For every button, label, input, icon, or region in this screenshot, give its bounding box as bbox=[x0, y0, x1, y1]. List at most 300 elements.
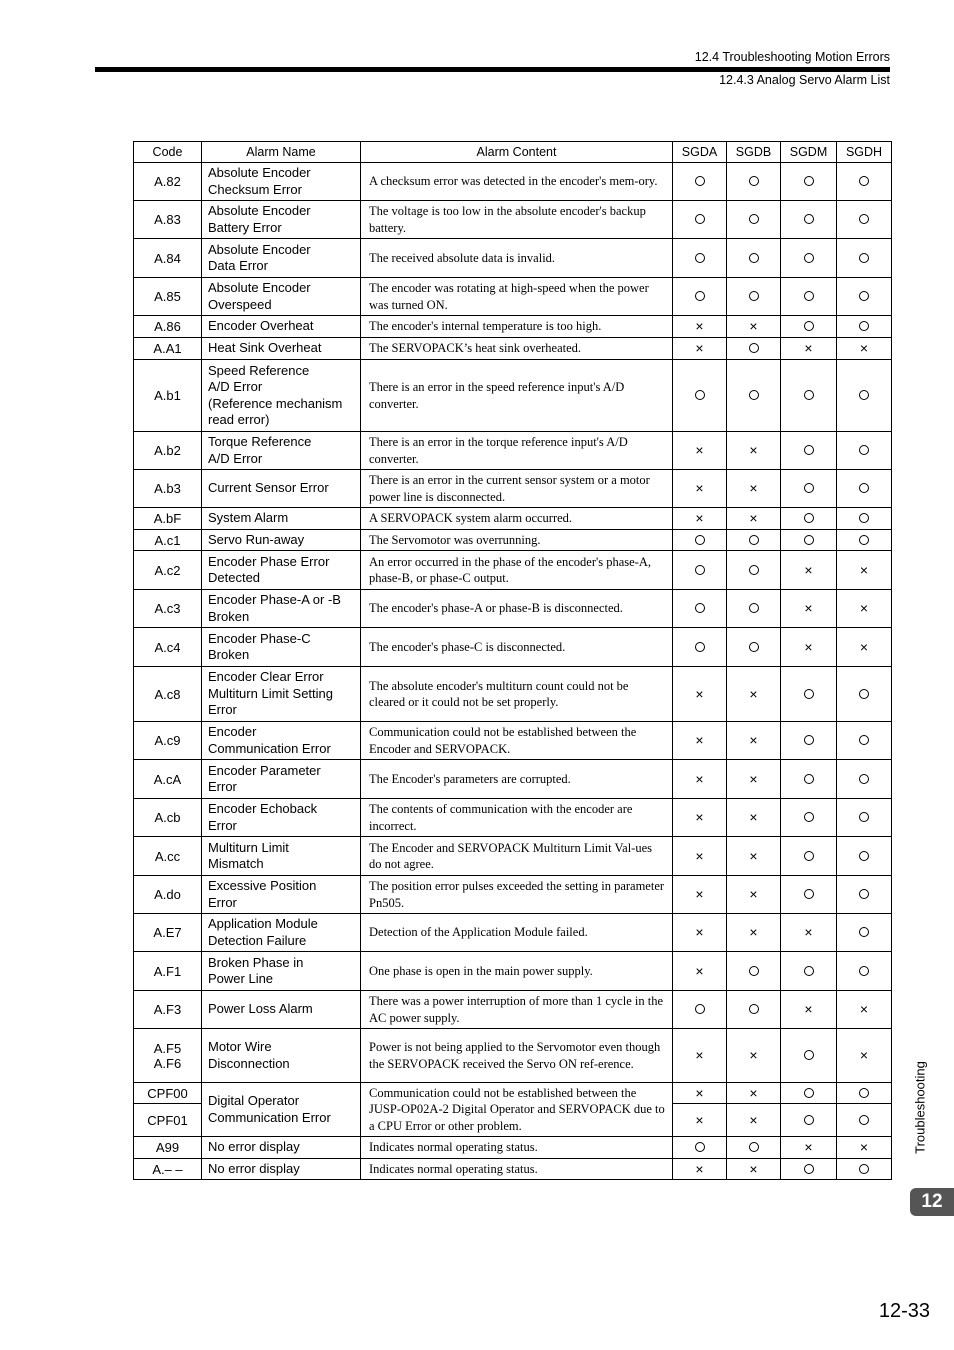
not-supported-cross-icon: × bbox=[859, 1047, 869, 1063]
not-supported-cross-icon: × bbox=[695, 1160, 704, 1177]
support-mark bbox=[837, 201, 892, 239]
table-row bbox=[134, 163, 892, 201]
support-mark bbox=[673, 1083, 727, 1104]
not-supported-cross-icon: × bbox=[695, 886, 704, 902]
support-mark bbox=[727, 628, 781, 667]
support-mark bbox=[781, 1104, 837, 1137]
support-mark bbox=[727, 667, 781, 722]
supported-circle-icon bbox=[859, 390, 869, 400]
support-mark bbox=[727, 914, 781, 952]
alarm-name: Absolute Encoder Overspeed bbox=[202, 278, 361, 316]
not-supported-cross-icon: × bbox=[859, 638, 869, 655]
alarm-name: Encoder Overheat bbox=[202, 316, 361, 338]
supported-circle-icon bbox=[695, 1142, 705, 1152]
subsection-header: 12.4.3 Analog Servo Alarm List bbox=[719, 73, 890, 87]
support-mark bbox=[837, 278, 892, 316]
support-mark bbox=[673, 338, 727, 360]
alarm-content: Indicates normal operating status. bbox=[361, 1159, 673, 1180]
support-mark bbox=[837, 760, 892, 799]
supported-circle-icon bbox=[859, 966, 869, 976]
supported-circle-icon bbox=[804, 1088, 814, 1098]
not-supported-cross-icon: × bbox=[695, 1047, 704, 1063]
table-row bbox=[134, 760, 892, 799]
alarm-content: The received absolute data is invalid. bbox=[361, 239, 673, 278]
supported-circle-icon bbox=[749, 966, 759, 976]
supported-circle-icon bbox=[859, 812, 869, 822]
not-supported-cross-icon: × bbox=[804, 340, 813, 356]
column-header: Alarm Name bbox=[202, 142, 361, 163]
supported-circle-icon bbox=[695, 603, 705, 613]
support-mark bbox=[673, 530, 727, 551]
support-mark bbox=[781, 1029, 837, 1083]
supported-circle-icon bbox=[859, 774, 869, 784]
alarm-content: One phase is open in the main power supply. bbox=[361, 952, 673, 991]
supported-circle-icon bbox=[804, 445, 814, 455]
alarm-content: The encoder's phase-A or phase-B is disconnected. bbox=[361, 590, 673, 628]
supported-circle-icon bbox=[749, 343, 759, 353]
alarm-content: The encoder's internal temperature is too high. bbox=[361, 316, 673, 338]
supported-circle-icon bbox=[804, 291, 814, 301]
support-mark bbox=[837, 1137, 892, 1159]
alarm-content: An error occurred in the phase of the encoder's phase-A, phase-B, or phase-C output. bbox=[361, 551, 673, 590]
alarm-code: A.b2 bbox=[134, 432, 202, 470]
not-supported-cross-icon: × bbox=[749, 510, 758, 526]
supported-circle-icon bbox=[859, 1088, 869, 1098]
support-mark bbox=[837, 722, 892, 760]
alarm-name: System Alarm bbox=[202, 508, 361, 530]
supported-circle-icon bbox=[804, 1164, 814, 1174]
support-mark bbox=[781, 551, 837, 590]
not-supported-cross-icon: × bbox=[695, 442, 704, 458]
support-mark bbox=[673, 837, 727, 876]
alarm-content: Indicates normal operating status. bbox=[361, 1137, 673, 1159]
support-mark bbox=[673, 163, 727, 201]
support-mark bbox=[781, 201, 837, 239]
not-supported-cross-icon: × bbox=[749, 809, 758, 825]
support-mark bbox=[837, 316, 892, 338]
alarm-code: A.86 bbox=[134, 316, 202, 338]
supported-circle-icon bbox=[859, 851, 869, 861]
alarm-name: Encoder Phase Error Detected bbox=[202, 551, 361, 590]
column-header: SGDA bbox=[673, 142, 727, 163]
support-mark bbox=[781, 876, 837, 914]
alarm-table bbox=[133, 141, 892, 1180]
support-mark bbox=[837, 432, 892, 470]
not-supported-cross-icon: × bbox=[749, 886, 758, 902]
table-row bbox=[134, 590, 892, 628]
alarm-code: CPF00 bbox=[134, 1083, 202, 1104]
table-row bbox=[134, 876, 892, 914]
alarm-code: A.E7 bbox=[134, 914, 202, 952]
support-mark bbox=[673, 876, 727, 914]
support-mark bbox=[727, 1029, 781, 1083]
support-mark bbox=[727, 239, 781, 278]
support-mark bbox=[837, 470, 892, 508]
support-mark bbox=[837, 360, 892, 432]
support-mark bbox=[673, 952, 727, 991]
support-mark bbox=[837, 799, 892, 837]
not-supported-cross-icon: × bbox=[695, 924, 704, 940]
section-header: 12.4 Troubleshooting Motion Errors bbox=[694, 50, 890, 64]
supported-circle-icon bbox=[804, 214, 814, 224]
support-mark bbox=[781, 590, 837, 628]
alarm-name: Encoder Clear Error Multiturn Limit Setting Error bbox=[202, 667, 361, 722]
support-mark bbox=[837, 239, 892, 278]
support-mark bbox=[781, 508, 837, 530]
support-mark bbox=[781, 628, 837, 667]
support-mark bbox=[781, 470, 837, 508]
alarm-code: A.cA bbox=[134, 760, 202, 799]
support-mark bbox=[727, 1083, 781, 1104]
support-mark bbox=[781, 338, 837, 360]
not-supported-cross-icon: × bbox=[749, 685, 758, 702]
support-mark bbox=[781, 914, 837, 952]
table-row bbox=[134, 239, 892, 278]
alarm-name: Multiturn Limit Mismatch bbox=[202, 837, 361, 876]
supported-circle-icon bbox=[695, 214, 705, 224]
alarm-code: A.do bbox=[134, 876, 202, 914]
support-mark bbox=[837, 1083, 892, 1104]
alarm-name: Power Loss Alarm bbox=[202, 991, 361, 1029]
alarm-content: The contents of communication with the encoder are incorrect. bbox=[361, 799, 673, 837]
support-mark bbox=[673, 667, 727, 722]
support-mark bbox=[727, 760, 781, 799]
support-mark bbox=[781, 316, 837, 338]
not-supported-cross-icon: × bbox=[749, 1084, 758, 1101]
supported-circle-icon bbox=[859, 1164, 869, 1174]
supported-circle-icon bbox=[804, 390, 814, 400]
supported-circle-icon bbox=[804, 966, 814, 976]
alarm-name: Broken Phase in Power Line bbox=[202, 952, 361, 991]
supported-circle-icon bbox=[695, 535, 705, 545]
support-mark bbox=[673, 1104, 727, 1137]
header-rule bbox=[95, 67, 890, 72]
alarm-name: Encoder Echoback Error bbox=[202, 799, 361, 837]
page-number: 12-33 bbox=[878, 1300, 930, 1322]
not-supported-cross-icon: × bbox=[695, 1111, 704, 1128]
alarm-name: Motor Wire Disconnection bbox=[202, 1029, 361, 1083]
support-mark bbox=[837, 1104, 892, 1137]
table-row bbox=[134, 722, 892, 760]
supported-circle-icon bbox=[859, 889, 869, 899]
not-supported-cross-icon: × bbox=[695, 318, 704, 334]
table-row bbox=[134, 799, 892, 837]
supported-circle-icon bbox=[804, 535, 814, 545]
supported-circle-icon bbox=[859, 253, 869, 263]
supported-circle-icon bbox=[804, 774, 814, 784]
supported-circle-icon bbox=[859, 483, 869, 493]
support-mark bbox=[727, 316, 781, 338]
support-mark bbox=[673, 628, 727, 667]
alarm-content: The absolute encoder's multiturn count could not be cleared or it could not be set properly. bbox=[361, 667, 673, 722]
support-mark bbox=[727, 837, 781, 876]
not-supported-cross-icon: × bbox=[695, 770, 704, 787]
table-row bbox=[134, 530, 892, 551]
alarm-name: No error display bbox=[202, 1137, 361, 1159]
supported-circle-icon bbox=[859, 321, 869, 331]
support-mark bbox=[727, 722, 781, 760]
alarm-name: No error display bbox=[202, 1159, 361, 1180]
supported-circle-icon bbox=[749, 603, 759, 613]
table-row bbox=[134, 991, 892, 1029]
alarm-content: The encoder was rotating at high-speed when the power was turned ON. bbox=[361, 278, 673, 316]
not-supported-cross-icon: × bbox=[695, 847, 704, 864]
support-mark bbox=[727, 952, 781, 991]
supported-circle-icon bbox=[859, 689, 869, 699]
support-mark bbox=[781, 667, 837, 722]
alarm-content: A SERVOPACK system alarm occurred. bbox=[361, 508, 673, 530]
support-mark bbox=[837, 1159, 892, 1180]
not-supported-cross-icon: × bbox=[859, 1001, 869, 1017]
supported-circle-icon bbox=[749, 176, 759, 186]
supported-circle-icon bbox=[859, 927, 869, 937]
supported-circle-icon bbox=[749, 565, 759, 575]
alarm-code: A.F3 bbox=[134, 991, 202, 1029]
alarm-content: There was a power interruption of more than 1 cycle in the AC power supply. bbox=[361, 991, 673, 1029]
alarm-code: A.c4 bbox=[134, 628, 202, 667]
supported-circle-icon bbox=[695, 176, 705, 186]
not-supported-cross-icon: × bbox=[749, 732, 758, 748]
not-supported-cross-icon: × bbox=[859, 340, 869, 356]
support-mark bbox=[781, 1137, 837, 1159]
alarm-code: A.82 bbox=[134, 163, 202, 201]
support-mark bbox=[837, 338, 892, 360]
supported-circle-icon bbox=[695, 642, 705, 652]
support-mark bbox=[673, 551, 727, 590]
not-supported-cross-icon: × bbox=[749, 318, 758, 334]
support-mark bbox=[781, 952, 837, 991]
support-mark bbox=[673, 991, 727, 1029]
support-mark bbox=[673, 470, 727, 508]
alarm-content: There is an error in the torque reference input's A/D converter. bbox=[361, 432, 673, 470]
support-mark bbox=[673, 201, 727, 239]
support-mark bbox=[781, 1083, 837, 1104]
alarm-code: A.– – bbox=[134, 1159, 202, 1180]
table-row bbox=[134, 316, 892, 338]
support-mark bbox=[837, 667, 892, 722]
alarm-code: A.A1 bbox=[134, 338, 202, 360]
supported-circle-icon bbox=[804, 851, 814, 861]
not-supported-cross-icon: × bbox=[695, 480, 704, 496]
alarm-name: Speed Reference A/D Error (Reference mechanism read error) bbox=[202, 360, 361, 432]
support-mark bbox=[727, 338, 781, 360]
support-mark bbox=[727, 551, 781, 590]
supported-circle-icon bbox=[749, 291, 759, 301]
support-mark bbox=[727, 432, 781, 470]
supported-circle-icon bbox=[859, 535, 869, 545]
alarm-code: A.cb bbox=[134, 799, 202, 837]
not-supported-cross-icon: × bbox=[695, 732, 704, 748]
not-supported-cross-icon: × bbox=[695, 340, 704, 356]
alarm-content: The voltage is too low in the absolute encoder's backup battery. bbox=[361, 201, 673, 239]
not-supported-cross-icon: × bbox=[804, 561, 813, 578]
support-mark bbox=[727, 470, 781, 508]
supported-circle-icon bbox=[695, 1004, 705, 1014]
supported-circle-icon bbox=[804, 735, 814, 745]
not-supported-cross-icon: × bbox=[749, 1111, 758, 1128]
supported-circle-icon bbox=[804, 321, 814, 331]
support-mark bbox=[673, 278, 727, 316]
alarm-name: Encoder Communication Error bbox=[202, 722, 361, 760]
not-supported-cross-icon: × bbox=[859, 1139, 869, 1155]
alarm-content: The encoder's phase-C is disconnected. bbox=[361, 628, 673, 667]
alarm-code: A.b1 bbox=[134, 360, 202, 432]
column-header: Code bbox=[134, 142, 202, 163]
table-header-row bbox=[134, 142, 892, 163]
column-header: SGDH bbox=[837, 142, 892, 163]
supported-circle-icon bbox=[749, 390, 759, 400]
alarm-name: Application Module Detection Failure bbox=[202, 914, 361, 952]
support-mark bbox=[727, 991, 781, 1029]
supported-circle-icon bbox=[804, 689, 814, 699]
support-mark bbox=[673, 432, 727, 470]
alarm-code: A.c1 bbox=[134, 530, 202, 551]
alarm-content: The Encoder's parameters are corrupted. bbox=[361, 760, 673, 799]
supported-circle-icon bbox=[804, 253, 814, 263]
alarm-name: Absolute Encoder Battery Error bbox=[202, 201, 361, 239]
alarm-content: Communication could not be established between the JUSP-OP02A-2 Digital Operator and SERVOPACK due to a CPU Error or other problem. bbox=[361, 1083, 673, 1137]
support-mark bbox=[673, 316, 727, 338]
table-row bbox=[134, 360, 892, 432]
alarm-name: Encoder Parameter Error bbox=[202, 760, 361, 799]
support-mark bbox=[837, 628, 892, 667]
table-row bbox=[134, 432, 892, 470]
side-label-text: Troubleshooting bbox=[912, 1061, 928, 1154]
support-mark bbox=[837, 837, 892, 876]
support-mark bbox=[727, 799, 781, 837]
alarm-content: There is an error in the speed reference input's A/D converter. bbox=[361, 360, 673, 432]
supported-circle-icon bbox=[859, 513, 869, 523]
alarm-code: A.c2 bbox=[134, 551, 202, 590]
support-mark bbox=[837, 508, 892, 530]
alarm-code: A.c9 bbox=[134, 722, 202, 760]
alarm-name: Heat Sink Overheat bbox=[202, 338, 361, 360]
support-mark bbox=[727, 1104, 781, 1137]
supported-circle-icon bbox=[859, 445, 869, 455]
table-row bbox=[134, 1029, 892, 1083]
not-supported-cross-icon: × bbox=[804, 924, 813, 940]
supported-circle-icon bbox=[859, 735, 869, 745]
support-mark bbox=[727, 876, 781, 914]
support-mark bbox=[781, 530, 837, 551]
alarm-name: Servo Run-away bbox=[202, 530, 361, 551]
alarm-name: Excessive Position Error bbox=[202, 876, 361, 914]
support-mark bbox=[781, 1159, 837, 1180]
alarm-code: A.F1 bbox=[134, 952, 202, 991]
support-mark bbox=[837, 530, 892, 551]
not-supported-cross-icon: × bbox=[804, 600, 813, 616]
alarm-name: Digital Operator Communication Error bbox=[202, 1083, 361, 1137]
support-mark bbox=[727, 1159, 781, 1180]
alarm-code: A.c8 bbox=[134, 667, 202, 722]
alarm-content: There is an error in the current sensor system or a motor power line is disconnected. bbox=[361, 470, 673, 508]
alarm-content: The Encoder and SERVOPACK Multiturn Limit Val-ues do not agree. bbox=[361, 837, 673, 876]
not-supported-cross-icon: × bbox=[804, 638, 813, 655]
alarm-content: A checksum error was detected in the encoder's mem-ory. bbox=[361, 163, 673, 201]
side-label bbox=[905, 1060, 935, 1170]
supported-circle-icon bbox=[695, 253, 705, 263]
column-header: SGDB bbox=[727, 142, 781, 163]
support-mark bbox=[781, 799, 837, 837]
table-body bbox=[134, 163, 892, 1180]
not-supported-cross-icon: × bbox=[695, 962, 704, 979]
support-mark bbox=[727, 278, 781, 316]
supported-circle-icon bbox=[695, 291, 705, 301]
not-supported-cross-icon: × bbox=[749, 847, 758, 864]
support-mark bbox=[781, 760, 837, 799]
not-supported-cross-icon: × bbox=[804, 1001, 813, 1017]
support-mark bbox=[781, 432, 837, 470]
support-mark bbox=[727, 360, 781, 432]
support-mark bbox=[837, 991, 892, 1029]
supported-circle-icon bbox=[695, 565, 705, 575]
support-mark bbox=[781, 163, 837, 201]
table-row bbox=[134, 1083, 892, 1104]
supported-circle-icon bbox=[749, 253, 759, 263]
column-header: Alarm Content bbox=[361, 142, 673, 163]
support-mark bbox=[727, 590, 781, 628]
not-supported-cross-icon: × bbox=[695, 809, 704, 825]
not-supported-cross-icon: × bbox=[749, 480, 758, 496]
supported-circle-icon bbox=[859, 214, 869, 224]
support-mark bbox=[673, 914, 727, 952]
supported-circle-icon bbox=[749, 535, 759, 545]
not-supported-cross-icon: × bbox=[804, 1139, 813, 1155]
alarm-name: Absolute Encoder Data Error bbox=[202, 239, 361, 278]
table-row bbox=[134, 551, 892, 590]
alarm-code: A.b3 bbox=[134, 470, 202, 508]
alarm-name: Encoder Phase-C Broken bbox=[202, 628, 361, 667]
supported-circle-icon bbox=[695, 390, 705, 400]
supported-circle-icon bbox=[804, 889, 814, 899]
support-mark bbox=[837, 163, 892, 201]
table-row bbox=[134, 1159, 892, 1180]
alarm-code: A.cc bbox=[134, 837, 202, 876]
not-supported-cross-icon: × bbox=[695, 1084, 704, 1101]
support-mark bbox=[837, 551, 892, 590]
alarm-name: Torque Reference A/D Error bbox=[202, 432, 361, 470]
supported-circle-icon bbox=[749, 1004, 759, 1014]
support-mark bbox=[673, 239, 727, 278]
alarm-code: A.c3 bbox=[134, 590, 202, 628]
alarm-content: Communication could not be established between the Encoder and SERVOPACK. bbox=[361, 722, 673, 760]
support-mark bbox=[673, 722, 727, 760]
support-mark bbox=[781, 360, 837, 432]
alarm-code: A.83 bbox=[134, 201, 202, 239]
table-row bbox=[134, 278, 892, 316]
table-row bbox=[134, 1137, 892, 1159]
support-mark bbox=[673, 799, 727, 837]
table-row bbox=[134, 628, 892, 667]
alarm-name: Encoder Phase-A or -B Broken bbox=[202, 590, 361, 628]
alarm-content: The position error pulses exceeded the setting in parameter Pn505. bbox=[361, 876, 673, 914]
support-mark bbox=[781, 991, 837, 1029]
support-mark bbox=[781, 837, 837, 876]
supported-circle-icon bbox=[749, 1142, 759, 1152]
table-row bbox=[134, 667, 892, 722]
support-mark bbox=[727, 201, 781, 239]
support-mark bbox=[673, 1159, 727, 1180]
table-row bbox=[134, 201, 892, 239]
alarm-content: The SERVOPACK’s heat sink overheated. bbox=[361, 338, 673, 360]
support-mark bbox=[673, 1137, 727, 1159]
support-mark bbox=[673, 1029, 727, 1083]
not-supported-cross-icon: × bbox=[749, 442, 758, 458]
alarm-content: Power is not being applied to the Servomotor even though the SERVOPACK received the Servo ON ref-erence. bbox=[361, 1029, 673, 1083]
table-row bbox=[134, 508, 892, 530]
table-row bbox=[134, 952, 892, 991]
table-row bbox=[134, 837, 892, 876]
